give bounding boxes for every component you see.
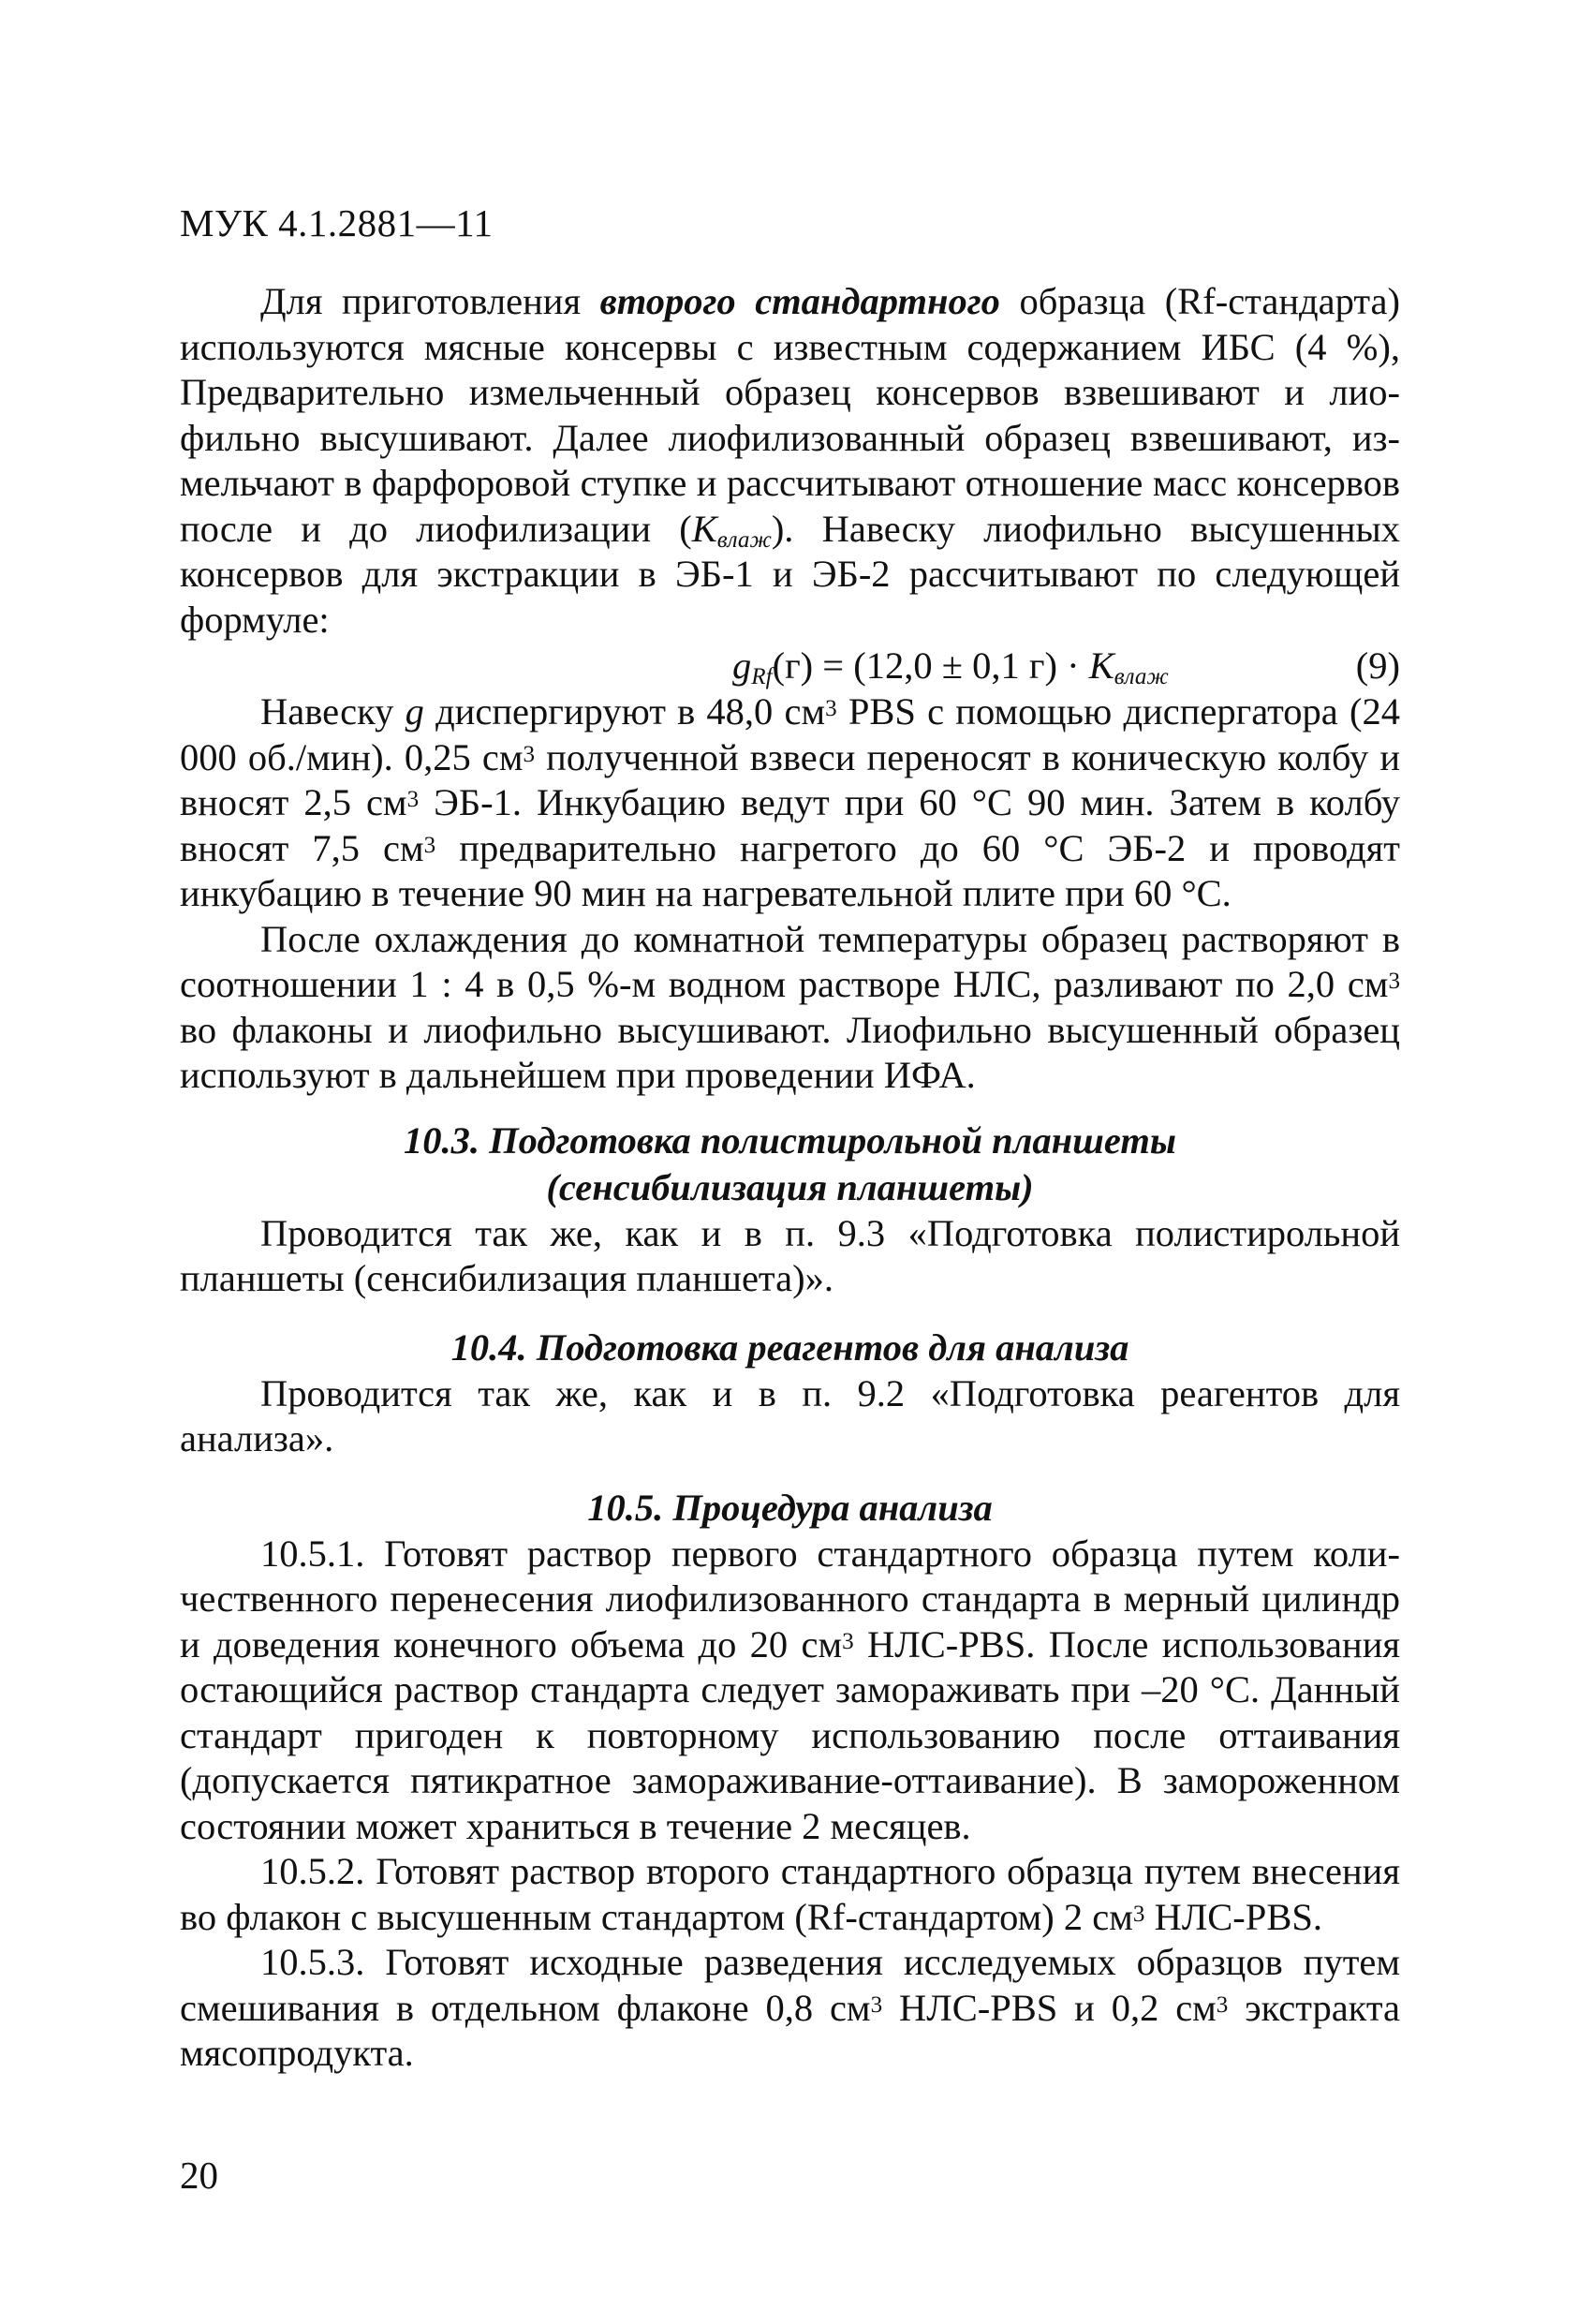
p1051-text-a: 10.5.1. Готовят раствор первого стандартного образца путем количественного перенесения лиофилизованного стандарта в мерный цилиндр и доведения конечного объема до 20 см <box>180 1532 1400 1665</box>
formula-g: g <box>732 644 752 687</box>
p2-sup-2: 3 <box>523 741 536 767</box>
p3-text-a: После охлаждения до комнатной температуры образец растворяют в соотношении 1 : 4 в 0,5 %-м водном растворе НЛС, разливают по 2,0 см <box>180 917 1400 1005</box>
section-10-3-title: 10.3. Подготовка полистирольной планшеты <box>404 1118 1176 1162</box>
p1053-text-b: НЛС-PBS и 0,2 см <box>882 1986 1217 2029</box>
section-10-5-heading: 10.5. Процедура анализа <box>587 1486 993 1529</box>
paragraph-10-5-2 <box>180 1849 1400 1940</box>
p1052-sup: 3 <box>1132 1901 1145 1927</box>
p2-g-symbol: g <box>405 690 424 733</box>
p3-text-b: во флаконы и лиофильно высушивают. Лиофильно высушенный образец используют в дальнейшем при проведении ИФА. <box>180 1008 1400 1096</box>
formula-k: K <box>1088 644 1114 687</box>
section-10-3-text: Проводится так же, как и в п. 9.3 «Подготовка полистирольной планшеты (сенсибилизация планшета)». <box>180 1211 1400 1299</box>
p2-sup-3: 3 <box>406 787 420 813</box>
paragraph-dispersion <box>180 689 1400 917</box>
p1-text-c: образца (Rf-стандарта) используются мясные консервы с известным содержанием ИБС (4 %), Предварительно измельченный образец консервов взвешивают и лиофильно высушивают. Далее лиофилизованный образец взвешивают, измельчают в фарфоровой ступке и рассчитывают отношение масс консервов после и до лиофилизации ( <box>180 280 1400 550</box>
p1-emphasis: второго стандартного <box>599 280 1000 322</box>
p1053-sup-2: 3 <box>1216 1991 1229 2018</box>
paragraph-second-standard <box>180 279 1400 643</box>
p2-text-d: полученной взвеси переносят в коническую колбу и вносят 2,5 см <box>180 735 1401 823</box>
formula-k-subscript: влаж <box>1114 664 1169 690</box>
paragraph-cooling <box>180 917 1400 1099</box>
section-10-3-subtitle: (сенсибилизация планшеты) <box>546 1165 1034 1208</box>
section-10-3-heading <box>180 1118 1400 1211</box>
p1-text-a: Для приготовления <box>260 280 600 322</box>
p1053-sup-1: 3 <box>870 1991 883 2018</box>
p1053-text-a: 10.5.3. Готовят исходные разведения исследуемых образцов путем смешивания в отдельном флаконе 0,8 см <box>180 1941 1400 2029</box>
p3-sup-1: 3 <box>1388 969 1400 995</box>
formula-9 <box>180 643 1400 689</box>
p2-sup-4: 3 <box>423 832 436 858</box>
page-number: 20 <box>180 2154 218 2197</box>
p1-k-symbol: K <box>691 507 717 550</box>
p2-text-a: Навеску <box>260 690 406 733</box>
formula-expression <box>732 643 1169 689</box>
paragraph-10-5-1 <box>180 1532 1400 1850</box>
p2-text-e: ЭБ-1. Инкубацию ведут при 60 °С 90 мин. Затем в колбу вносят 7,5 см <box>180 781 1401 869</box>
p1-text-d: ). Навеску лиофильно высушенных консервов для экстракции в ЭБ-1 и ЭБ-2 рассчитывают по следующей формуле: <box>180 507 1400 641</box>
p1051-sup: 3 <box>842 1628 854 1654</box>
paragraph-10-5-3 <box>180 1940 1400 2077</box>
formula-g-subscript: Rf <box>751 664 773 690</box>
p1051-text-b: НЛС-PBS. После использования остающийся раствор стандарта следует замораживать при –20 °С. Данный стандарт пригоден к повторному использованию после оттаивания (допускается пятикратное замораживание-оттаивание). В замороженном состоянии может храниться в течение 2 месяцев. <box>180 1622 1400 1847</box>
formula-body: (г) = (12,0 ± 0,1 г) · <box>772 644 1089 687</box>
p2-text-b: диспергируют в 48,0 см <box>423 690 826 733</box>
formula-number: (9) <box>1355 644 1400 687</box>
p1053-text-c: экстракта мясопродукта. <box>180 1986 1400 2074</box>
page-body <box>180 279 1400 2077</box>
p1-k-subscript: влаж <box>716 526 772 553</box>
p2-text-f: предварительно нагретого до 60 °С ЭБ-2 и проводят инкубацию в течение 90 мин на нагревательной плите при 60 °С. <box>180 826 1401 914</box>
p2-sup-1: 3 <box>825 696 837 722</box>
section-10-4-text: Проводится так же, как и в п. 9.2 «Подготовка реагентов для анализа». <box>180 1371 1400 1459</box>
section-10-4-heading: 10.4. Подготовка реагентов для анализа <box>450 1325 1129 1369</box>
document-code: МУК 4.1.2881—11 <box>180 201 494 244</box>
p2-text-c: PBS с помощью диспергатора (24 000 об./мин). 0,25 см <box>180 690 1400 778</box>
p1052-text-b: НЛС-PBS. <box>1144 1895 1322 1938</box>
p1052-text-a: 10.5.2. Готовят раствор второго стандартного образца путем внесения во флакон с высушенным стандартом (Rf-стандартом) 2 см <box>180 1850 1400 1938</box>
